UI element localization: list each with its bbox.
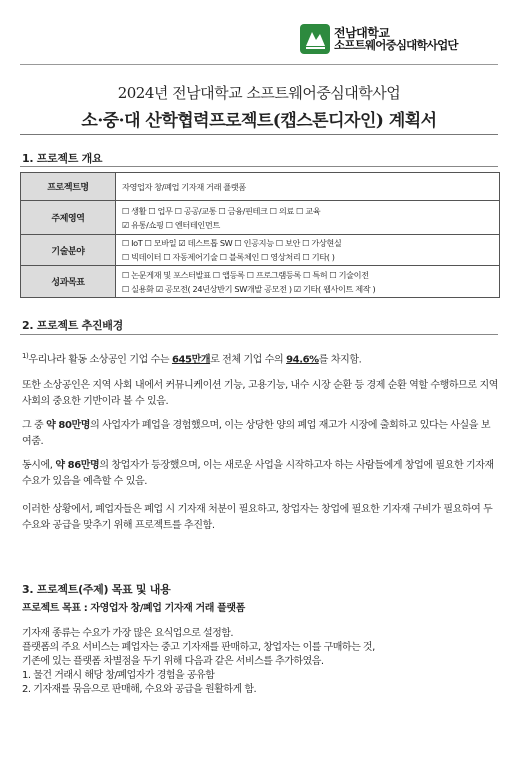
content-line: 기존에 있는 플랫폼 차별점을 두기 위해 다음과 같은 서비스를 추가하였음. (22, 656, 324, 667)
background-paragraph-1 (22, 348, 498, 368)
highlight-business-count: 645만개 (171, 354, 211, 366)
background-paragraph-5: 이러한 상황에서, 폐업자들은 폐업 시 기자재 처분이 필요하고, 창업자는 창업에 필요한 기자재 구비가 필요하여 두 수요와 공급을 맞추기 위해 프로젝트를 추진함. (22, 504, 493, 531)
text-span: 로 전체 기업 수의 (210, 354, 287, 366)
logo-department-name: 소프트웨어중심대학사업단 (334, 38, 458, 53)
row-label-topic-area: 주제영역 (21, 201, 116, 235)
cell-line: ☐ 생활 ☐ 업무 ☐ 공공/교통 ☐ 금융/핀테크 ☐ 의료 ☐ 교육 (122, 205, 321, 216)
section2-rule (20, 334, 498, 335)
section2-heading: 2. 프로젝트 추진배경 (22, 319, 123, 332)
background-paragraph-3 (22, 418, 498, 450)
cell-line: ☐ 실용화 ☑ 공모전( 24년상반기 SW개발 공모전 ) ☑ 기타( 웹사이트 제작 ) (122, 283, 376, 294)
cell-line: ☑ 유통/쇼핑 ☐ 엔터테인먼트 (122, 219, 220, 230)
content-line: 플랫폼의 주요 서비스는 폐업자는 중고 기자재를 판매하고, 창업자는 이를 구매하는 것, (22, 642, 375, 653)
content-line: 2. 기자재를 묶음으로 판매해, 수요와 공급을 원활하게 함. (22, 684, 257, 695)
text-span: 우리나라 활동 소상공인 기업 수는 (28, 354, 172, 366)
cell-line: 자영업자 창/폐업 기자재 거래 플랫폼 (122, 181, 246, 192)
title-divider (20, 134, 498, 135)
row-label-project-name: 프로젝트명 (21, 173, 116, 201)
table-row (21, 235, 500, 266)
document-title: 소·중·대 산학협력프로젝트(캡스톤디자인) 계획서 (81, 111, 437, 131)
highlight-startup-count: 약 86만명 (55, 460, 100, 471)
text-span: 의 사업자가 폐업을 경험했으며, 이는 상당한 양의 폐업 재고가 시장에 출회하고 있다는 사실을 보여줌. (22, 420, 491, 447)
university-emblem-icon (300, 24, 330, 54)
logo-university-name: 전남대학교 (334, 25, 390, 40)
cell-line: ☐ 논문게재 및 포스터발표 ☐ 앱등록 ☐ 프로그램등록 ☐ 특허 ☐ 기술이전 (122, 269, 369, 280)
project-overview-table (20, 172, 500, 298)
performance-goal-value (116, 266, 500, 298)
highlight-closure-count: 약 80만명 (46, 420, 91, 431)
background-paragraph-2: 또한 소상공인은 지역 사회 내에서 커뮤니케이션 기능, 고용기능, 내수 시장 순환 등 경제 순환 역할 수행하므로 지역사회의 중요한 기반이라 볼 수 있음. (22, 380, 498, 407)
text-span: 동시에, (22, 460, 56, 471)
content-line: 1. 물건 거래시 해당 창/폐업자가 경험을 공유함 (22, 670, 215, 681)
cell-line: ☐ IoT ☐ 모바일 ☑ 데스트톱 SW ☐ 인공지능 ☐ 보안 ☐ 가상현실 (122, 238, 342, 248)
table-row (21, 266, 500, 298)
section1-rule (20, 166, 498, 167)
text-span: 의 창업자가 등장했으며, 이는 새로운 사업을 시작하고자 하는 사람들에게 창업에 필요한 기자재 수요가 있음을 예측할 수 있음. (22, 460, 494, 487)
section1-heading: 1. 프로젝트 개요 (22, 152, 103, 165)
document-subtitle: 2024년 전남대학교 소프트웨어중심대학사업 (117, 84, 401, 102)
section3-heading: 3. 프로젝트(주제) 목표 및 내용 (22, 583, 171, 596)
logo (300, 22, 458, 56)
project-name-value (116, 173, 500, 201)
tech-field-value (116, 235, 500, 266)
row-label-tech-field: 기술분야 (21, 235, 116, 266)
text-span: 그 중 (22, 420, 47, 431)
header-divider (20, 64, 498, 65)
project-goal: 프로젝트 목표 : 자영업자 창/폐업 기자재 거래 플랫폼 (22, 603, 245, 614)
cell-line: ☐ 빅데이터 ☐ 자동제어기술 ☐ 블록체인 ☐ 영상처리 ☐ 기타( ) (122, 252, 335, 262)
row-label-performance-goal: 성과목표 (21, 266, 116, 298)
table-row (21, 173, 500, 201)
table-row (21, 201, 500, 235)
text-span: 를 차지함. (318, 354, 362, 366)
topic-area-value (116, 201, 500, 235)
content-line: 기자재 종류는 수요가 가장 많은 요식업으로 설정함. (22, 628, 234, 639)
footnote-marker: 1) (22, 352, 29, 360)
background-paragraph-4 (22, 458, 498, 490)
highlight-percentage: 94.6% (286, 354, 319, 366)
